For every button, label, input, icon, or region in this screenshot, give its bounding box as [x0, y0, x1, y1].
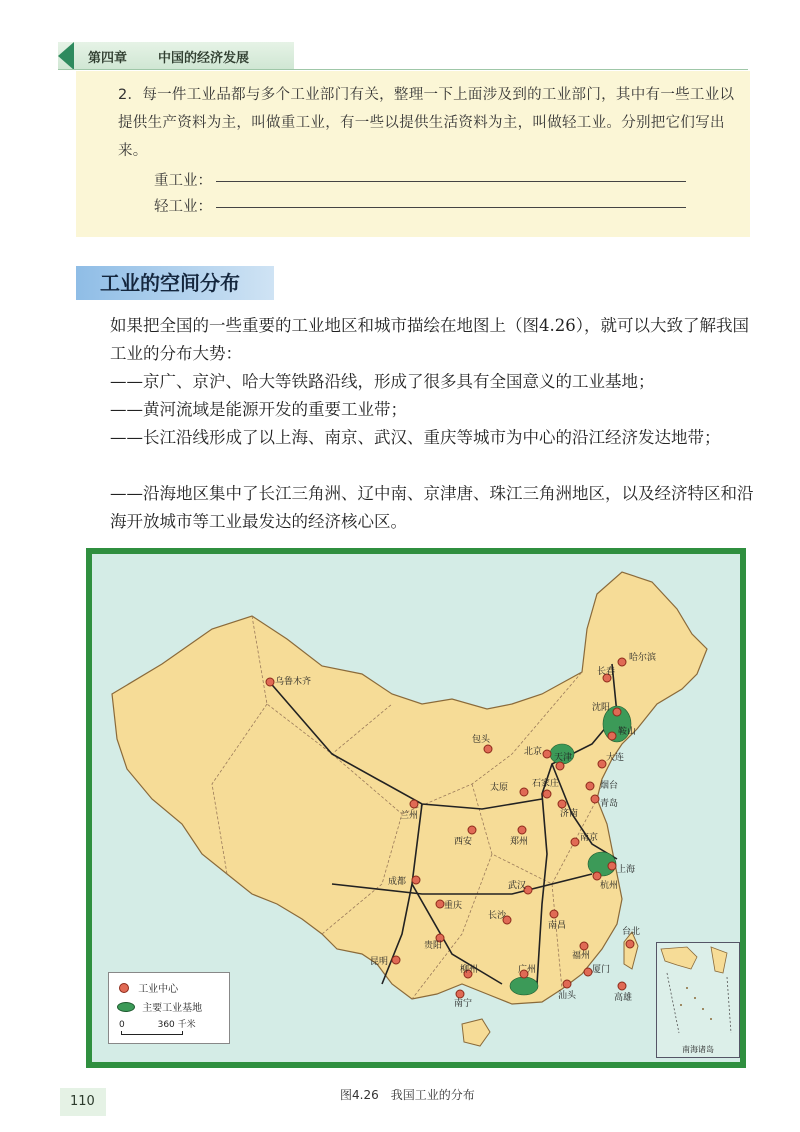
- body-paragraph-5-text: ——沿海地区集中了长江三角洲、辽中南、京津唐、珠江三角洲地区，以及经济特区和沿海开放城市等工业最发达的经济核心区。: [110, 484, 754, 531]
- label-tianjin: 天津: [554, 753, 573, 763]
- label-shantou: 汕头: [558, 991, 577, 1001]
- label-chengdu: 成都: [388, 877, 407, 887]
- body-paragraph-2: [76, 368, 756, 396]
- scale-zero: 0: [119, 1020, 125, 1030]
- label-liuzhou: 柳州: [460, 965, 479, 975]
- legend-base: [117, 999, 202, 1014]
- scale-bar: [121, 1031, 183, 1035]
- label-shenyang: 沈阳: [592, 703, 611, 713]
- label-chongqing: 重庆: [444, 901, 463, 911]
- inset-map-svg: [657, 943, 739, 1043]
- label-anshan: 鞍山: [618, 727, 637, 737]
- header-divider: [58, 69, 748, 70]
- chapter-number: 第四章: [88, 51, 128, 66]
- heavy-industry-line: [154, 167, 706, 195]
- label-changchun: 长春: [597, 667, 616, 677]
- legend-city-label: 工业中心: [138, 984, 179, 995]
- label-nanchang: 南昌: [548, 921, 567, 931]
- page-number: 110: [70, 1094, 95, 1109]
- legend-base-label: 主要工业基地: [142, 1003, 203, 1014]
- label-lanzhou: 兰州: [400, 811, 419, 821]
- label-baotou: 包头: [472, 735, 491, 745]
- label-nanning: 南宁: [454, 999, 473, 1009]
- light-industry-answer-line[interactable]: [216, 206, 686, 208]
- heavy-industry-answer-line[interactable]: [216, 180, 686, 182]
- section-title: 工业的空间分布: [76, 266, 274, 300]
- south-china-sea-inset: [656, 942, 740, 1058]
- label-zhengzhou: 郑州: [510, 837, 529, 847]
- hainan-island: [462, 1019, 490, 1046]
- heavy-industry-label: 重工业：: [154, 173, 212, 189]
- figure-caption: 图4.26 我国工业的分布: [340, 1088, 475, 1102]
- body-paragraph-1-text: 如果把全国的一些重要的工业地区和城市描绘在地图上（图4.26），就可以大致了解我国工业的分布大势：: [110, 316, 749, 363]
- industrial-base-icon: [117, 1002, 135, 1012]
- label-kunming: 昆明: [370, 957, 389, 967]
- scale-value: 360 千米: [157, 1020, 196, 1030]
- legend-scale: [119, 1017, 196, 1030]
- label-qingdao: 青岛: [600, 799, 619, 809]
- chapter-marker-icon: [58, 42, 74, 70]
- body-paragraph-3-text: ——黄河流域是能源开发的重要工业带；: [110, 400, 407, 419]
- taiwan-island: [624, 932, 638, 969]
- label-yantai: 烟台: [600, 781, 619, 791]
- map-legend: [108, 972, 230, 1044]
- label-xian: 西安: [454, 837, 473, 847]
- label-changsha: 长沙: [488, 911, 507, 921]
- label-hangzhou: 杭州: [600, 881, 619, 891]
- label-beijing: 北京: [524, 747, 543, 757]
- label-taiyuan: 太原: [490, 783, 509, 793]
- body-paragraph-4: [76, 424, 756, 452]
- label-shanghai: 上海: [617, 865, 636, 875]
- chapter-title: 中国的经济发展: [158, 51, 250, 66]
- label-fuzhou: 福州: [572, 951, 591, 961]
- body-paragraph-2-text: ——京广、京沪、哈大等铁路沿线，形成了很多具有全国意义的工业基地；: [110, 372, 655, 391]
- label-nanjing: 南京: [580, 833, 599, 843]
- legend-city: [119, 980, 178, 995]
- body-paragraph-5: [76, 480, 756, 536]
- body-paragraph-3: [76, 396, 756, 424]
- inset-label: 南海诸岛: [682, 1045, 714, 1054]
- exercise-box: [76, 71, 750, 237]
- body-paragraph-1: [76, 312, 756, 368]
- label-kaohsiung: 高雄: [614, 993, 633, 1003]
- light-industry-line: [154, 193, 706, 221]
- label-dalian: 大连: [606, 753, 625, 763]
- label-taibei: 台北: [622, 927, 641, 937]
- label-harbin: 哈尔滨: [629, 653, 657, 663]
- label-jinan: 济南: [560, 809, 579, 819]
- body-paragraph-4-text: ——长江沿线形成了以上海、南京、武汉、重庆等城市为中心的沿江经济发达地带；: [110, 428, 721, 447]
- city-dot-icon: [119, 983, 129, 993]
- label-xiamen: 厦门: [592, 965, 611, 975]
- light-industry-label: 轻工业：: [154, 199, 212, 215]
- label-shijiazhuang: 石家庄: [532, 779, 560, 789]
- exercise-text: 2．每一件工业品都与多个工业部门有关，整理一下上面涉及到的工业部门，其中有一些工业以提供生产资料为主，叫做重工业，有一些以提供生活资料为主，叫做轻工业。分别把它们写出来。: [118, 87, 735, 159]
- label-guiyang: 贵阳: [424, 941, 443, 951]
- label-guangzhou: 广州: [518, 965, 537, 975]
- label-wuhan: 武汉: [508, 881, 527, 891]
- label-urumqi: 乌鲁木齐: [275, 677, 312, 687]
